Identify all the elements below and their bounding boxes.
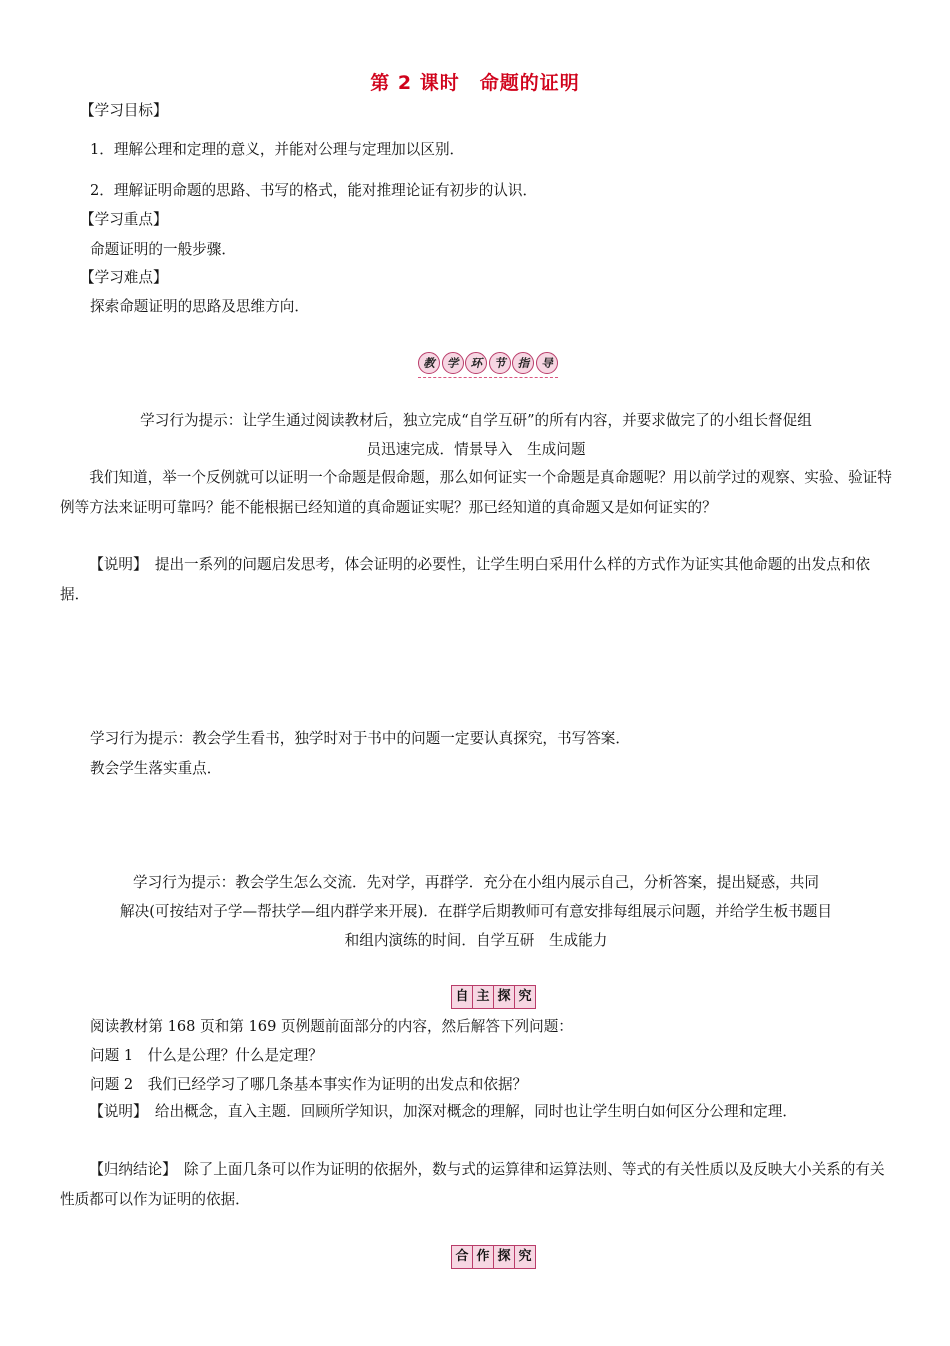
banner-char: 作 bbox=[473, 1246, 494, 1268]
behavior-hint-2-line-1: 学习行为提示：教会学生看书，独学时对于书中的问题一定要认真探究，书写答案． bbox=[90, 730, 630, 747]
intro-paragraph: 我们知道，举一个反例就可以证明一个命题是假命题，那么如何证实一个命题是真命题呢？用以前学过的观察、实验、验证特例等方法来证明可靠吗？能不能根据已经知道的真命题证实呢？那已经知道的真命题又是如何证实的？ bbox=[60, 469, 892, 516]
behavior-hint-3-line-3: 和组内演练的时间．自学互研 生成能力 bbox=[344, 932, 608, 949]
banner-char: 节 bbox=[489, 352, 511, 374]
banner-char: 究 bbox=[518, 1249, 532, 1264]
banner-char: 导 bbox=[536, 352, 558, 374]
banner-char: 探 bbox=[494, 1246, 515, 1268]
note-paragraph-2: 【说明】 给出概念，直入主题．回顾所学知识，加深对概念的理解，同时也让学生明白如何区分公理和定理． bbox=[89, 1103, 797, 1120]
behavior-hint-1-line-1: 学习行为提示：让学生通过阅读教材后，独立完成“自学互研”的所有内容，并要求做完了的小组长督促组 bbox=[140, 412, 812, 429]
banner-char: 自 bbox=[452, 986, 473, 1008]
banner-char: 合 bbox=[452, 1246, 473, 1268]
banner-char: 探 bbox=[494, 986, 515, 1008]
key-points-text: 命题证明的一般步骤． bbox=[90, 241, 236, 258]
self-exploration-banner bbox=[451, 985, 536, 1009]
question-1: 问题 1 什么是公理？什么是定理？ bbox=[90, 1047, 323, 1064]
cooperative-exploration-banner bbox=[451, 1245, 536, 1269]
note-paragraph-1: 【说明】 提出一系列的问题启发思考，体会证明的必要性，让学生明白采用什么样的方式作为证实其他命题的出发点和依据． bbox=[60, 556, 870, 603]
page-title: 第 2 课时 命题的证明 bbox=[370, 72, 580, 94]
difficulties-heading: 【学习难点】 bbox=[80, 269, 168, 286]
objective-item-2: 2．理解证明命题的思路、书写的格式，能对推理论证有初步的认识． bbox=[90, 182, 538, 199]
behavior-hint-3-line-1: 学习行为提示：教会学生怎么交流．先对学，再群学．充分在小组内展示自己，分析答案，提出疑惑，共同 bbox=[133, 874, 819, 891]
banner-char: 学 bbox=[442, 352, 464, 374]
objectives-heading: 【学习目标】 bbox=[80, 102, 168, 119]
question-2: 问题 2 我们已经学习了哪几条基本事实作为证明的出发点和依据？ bbox=[90, 1076, 528, 1093]
behavior-hint-2-line-2: 教会学生落实重点． bbox=[90, 760, 222, 777]
difficulties-text: 探索命题证明的思路及思维方向． bbox=[90, 298, 309, 315]
behavior-hint-3-line-2: 解决(可按结对子学—帮扶学—组内群学来开展)．在群学后期教师可有意安排每组展示问题，并给学生板书题目 bbox=[120, 903, 832, 920]
objective-item-1: 1．理解公理和定理的意义，并能对公理与定理加以区别． bbox=[90, 141, 465, 158]
banner-char: 教 bbox=[418, 352, 440, 374]
banner-char: 环 bbox=[465, 352, 487, 374]
banner-char: 主 bbox=[473, 986, 494, 1008]
conclusion-paragraph: 【归纳结论】 除了上面几条可以作为证明的依据外，数与式的运算律和运算法则、等式的有关性质以及反映大小关系的有关性质都可以作为证明的依据． bbox=[60, 1161, 885, 1208]
key-points-heading: 【学习重点】 bbox=[80, 211, 168, 228]
reading-instruction: 阅读教材第 168 页和第 169 页例题前面部分的内容，然后解答下列问题： bbox=[90, 1018, 573, 1035]
banner-char: 指 bbox=[512, 352, 534, 374]
teaching-guide-banner bbox=[418, 349, 558, 378]
behavior-hint-1-line-2: 员迅速完成．情景导入 生成问题 bbox=[366, 441, 586, 458]
banner-char: 究 bbox=[518, 989, 532, 1004]
